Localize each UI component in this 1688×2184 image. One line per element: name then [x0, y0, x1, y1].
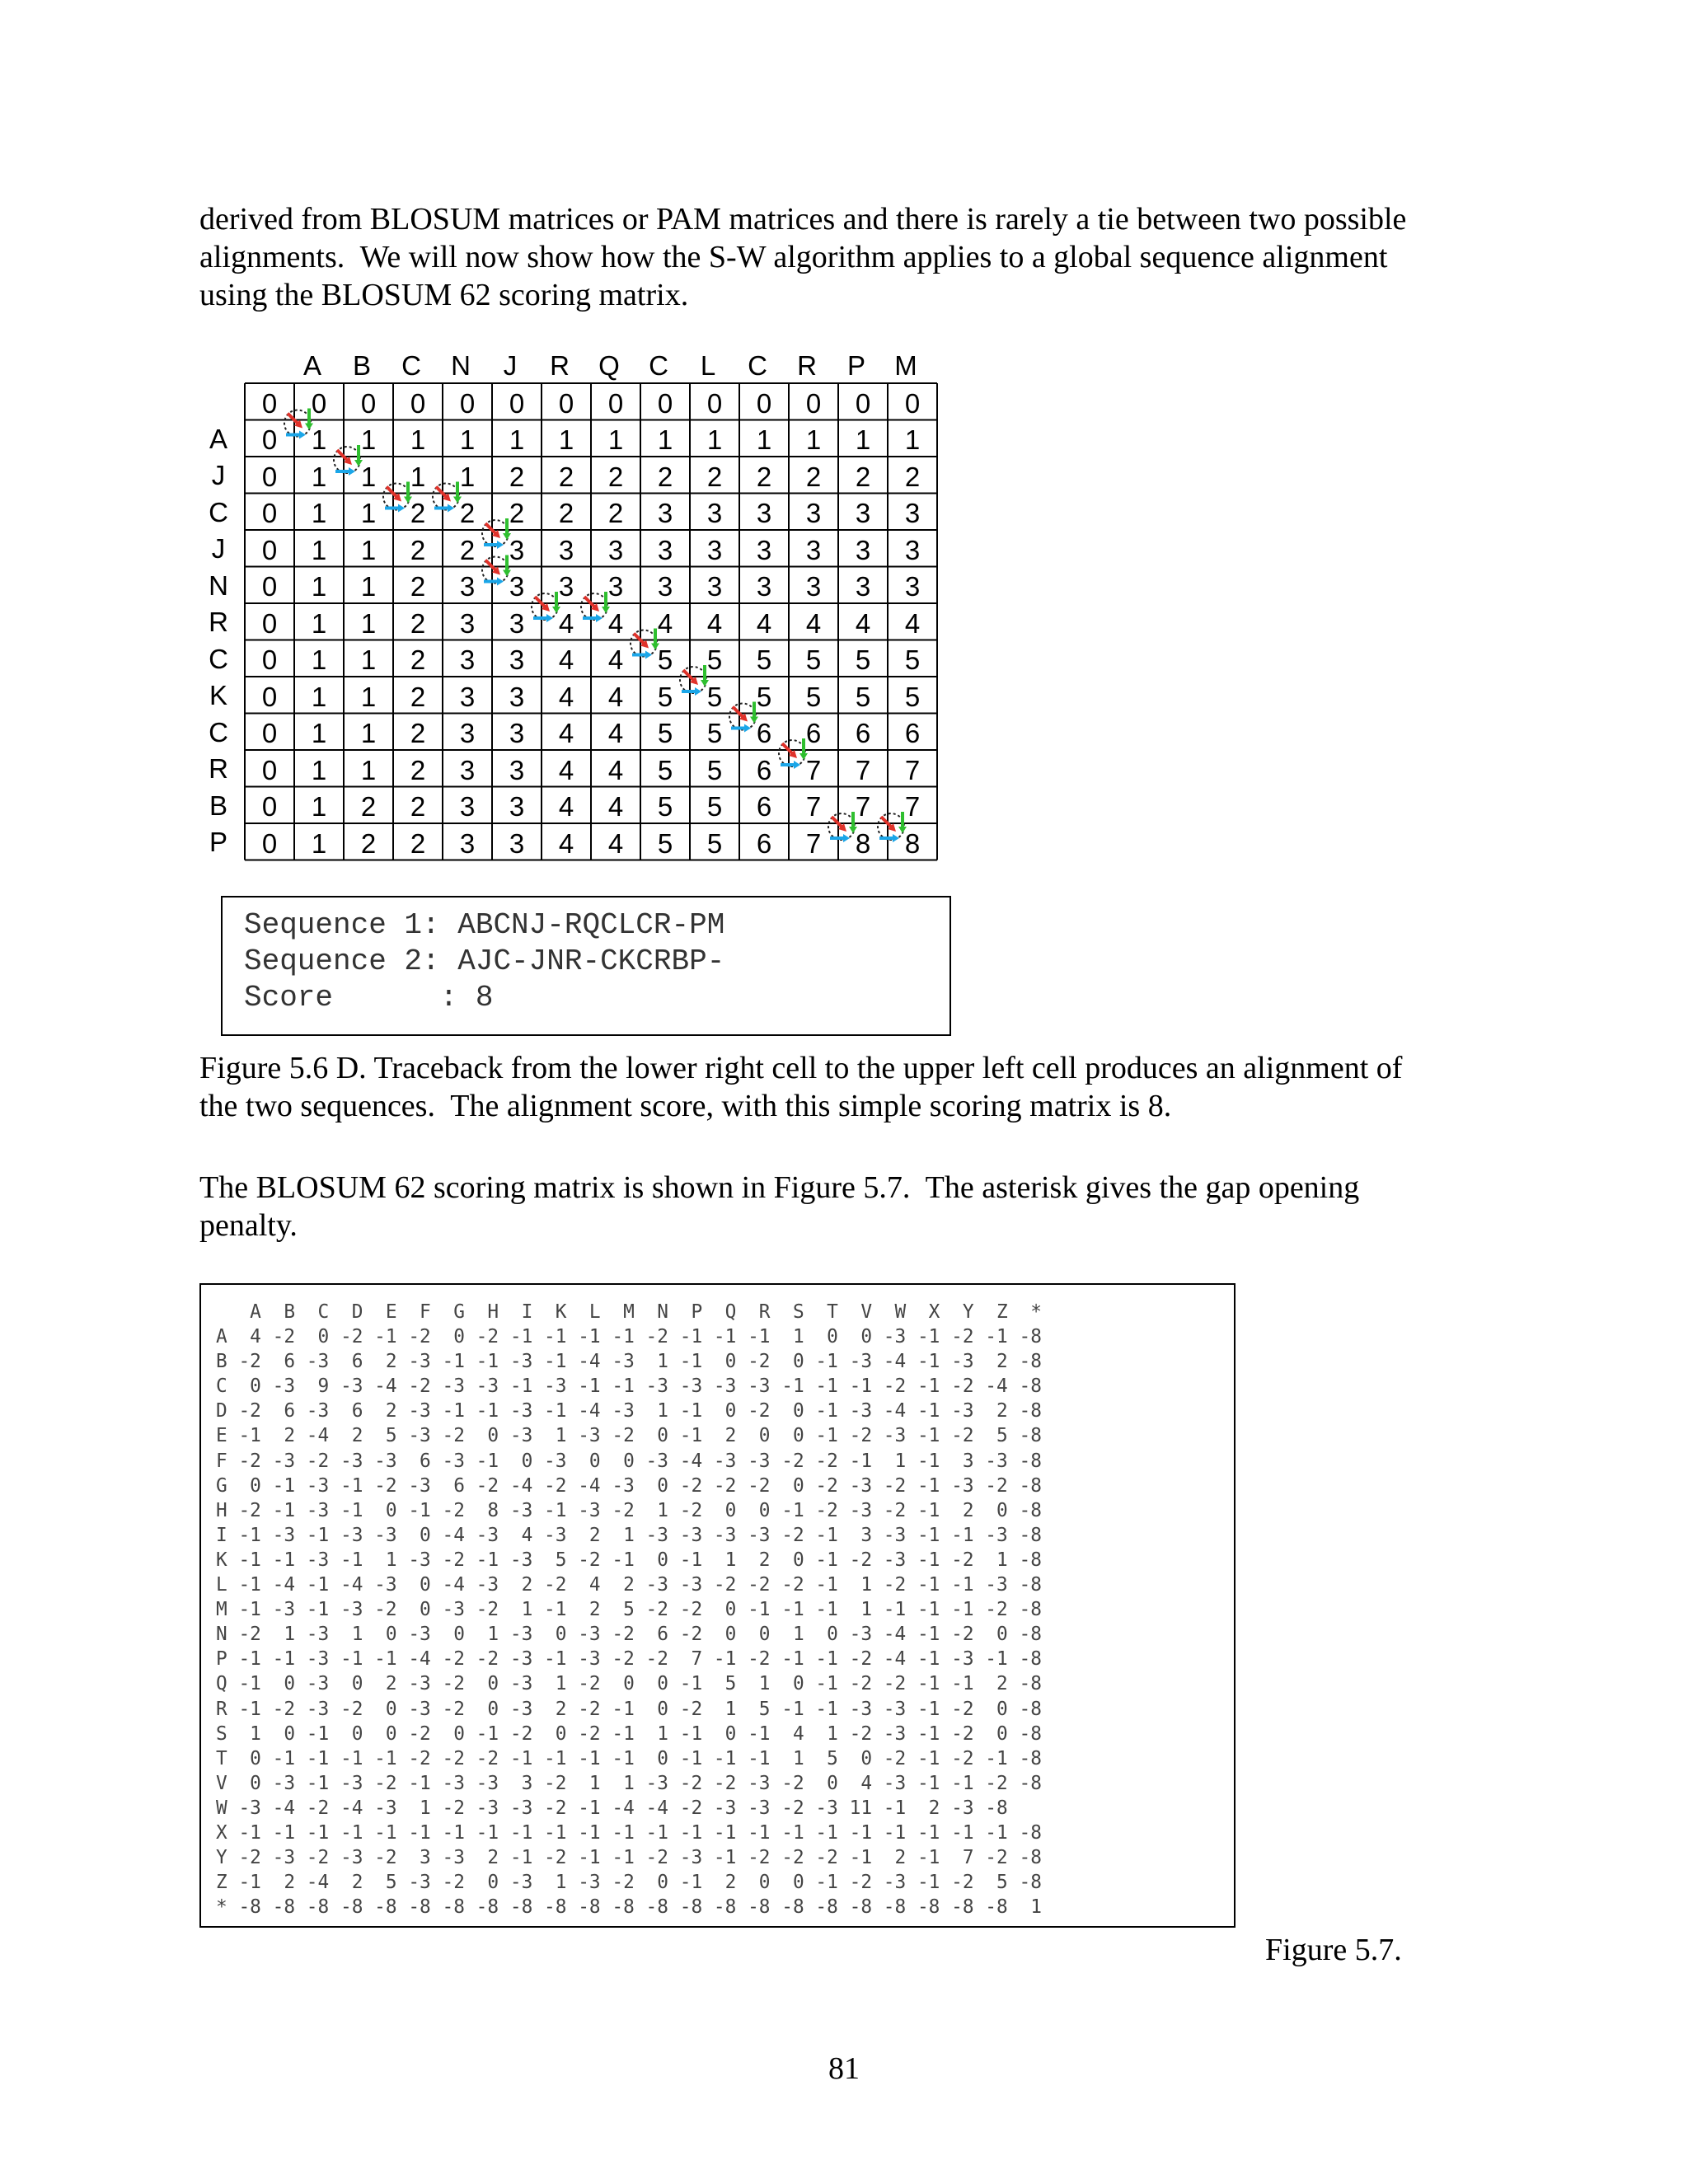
matrix-cell: 3 [459, 754, 476, 785]
matrix-cell: 5 [657, 681, 673, 712]
column-header: C [748, 350, 767, 381]
row-header: R [209, 607, 228, 638]
column-header: Q [598, 350, 620, 381]
matrix-cell: 0 [657, 387, 673, 419]
matrix-cell: 4 [607, 827, 624, 859]
matrix-cell: 4 [607, 754, 624, 785]
matrix-cell: 3 [607, 534, 624, 565]
matrix-cell: 2 [657, 461, 673, 492]
matrix-cell: 0 [261, 571, 278, 602]
matrix-cell: 3 [855, 498, 871, 529]
blosum62-row: I -1 -3 -1 -3 -3 0 -4 -3 4 -3 2 1 -3 -3 -3 -3 -2 -1 3 -3 -1 -1 -3 -8 [216, 1524, 1042, 1546]
matrix-cell: 4 [558, 607, 574, 639]
column-header: A [302, 350, 321, 381]
blosum62-row: W -3 -4 -2 -4 -3 1 -2 -3 -3 -2 -1 -4 -4 -2 -3 -3 -2 -3 11 -1 2 -3 -8 [216, 1797, 1008, 1819]
matrix-cell: 3 [509, 791, 525, 823]
column-header: J [503, 350, 518, 381]
matrix-cell: 3 [657, 498, 673, 529]
matrix-cell: 1 [311, 718, 327, 749]
matrix-cell: 2 [756, 461, 772, 492]
matrix-cell: 3 [904, 498, 921, 529]
matrix-cell: 0 [607, 387, 624, 419]
matrix-cell: 3 [756, 571, 772, 602]
matrix-cell: 4 [558, 681, 574, 712]
blosum62-row: R -1 -2 -3 -2 0 -3 -2 0 -3 2 -2 -1 0 -2 1 5 -1 -1 -3 -3 -1 -2 0 -8 [216, 1698, 1042, 1720]
matrix-cell: 3 [459, 571, 476, 602]
figure-5-7-label: Figure 5.7. [1265, 1933, 1402, 1967]
matrix-cell: 5 [805, 644, 822, 676]
blosum62-row: * -8 -8 -8 -8 -8 -8 -8 -8 -8 -8 -8 -8 -8 -8 -8 -8 -8 -8 -8 -8 -8 -8 -8 1 [216, 1896, 1042, 1919]
blosum62-matrix-text [216, 1300, 1042, 1919]
column-header: L [700, 350, 716, 381]
matrix-cell: 2 [410, 498, 426, 529]
row-header: C [209, 716, 228, 748]
matrix-cell: 2 [607, 461, 624, 492]
blosum62-row: C 0 -3 9 -3 -4 -2 -3 -3 -1 -3 -1 -1 -3 -3 -3 -3 -1 -1 -1 -2 -1 -2 -4 -8 [216, 1376, 1042, 1398]
matrix-cell: 3 [459, 644, 476, 676]
matrix-cell: 0 [706, 387, 723, 419]
matrix-cell: 5 [756, 681, 772, 712]
matrix-cell: 3 [756, 498, 772, 529]
matrix-cell: 6 [904, 718, 921, 749]
text-line: the two sequences. The alignment score, with this simple scoring matrix is 8. [199, 1089, 1172, 1123]
matrix-cell: 1 [360, 754, 377, 785]
matrix-cell: 0 [261, 791, 278, 823]
matrix-cell: 3 [558, 534, 574, 565]
matrix-cell: 4 [607, 644, 624, 676]
matrix-cell: 4 [558, 827, 574, 859]
matrix-cell: 5 [706, 754, 723, 785]
matrix-cell: 1 [410, 461, 426, 492]
blosum62-row: N -2 1 -3 1 0 -3 0 1 -3 0 -3 -2 6 -2 0 0 1 0 -3 -4 -1 -2 0 -8 [216, 1624, 1042, 1646]
blosum62-row: V 0 -3 -1 -3 -2 -1 -3 -3 3 -2 1 1 -3 -2 -2 -3 -2 0 4 -3 -1 -1 -2 -8 [216, 1772, 1042, 1794]
matrix-cell: 2 [410, 827, 426, 859]
blosum62-row: H -2 -1 -3 -1 0 -1 -2 8 -3 -1 -3 -2 1 -2 0 0 -1 -2 -3 -2 -1 2 0 -8 [216, 1499, 1042, 1521]
row-header: J [211, 533, 226, 565]
matrix-cell: 0 [261, 607, 278, 639]
matrix-cell: 1 [360, 718, 377, 749]
matrix-cell: 1 [311, 791, 327, 823]
blosum62-row: F -2 -3 -2 -3 -3 6 -3 -1 0 -3 0 0 -3 -4 -3 -3 -2 -2 -1 1 -1 3 -3 -8 [216, 1450, 1042, 1472]
alignment-result-box [221, 896, 951, 1036]
matrix-cell: 2 [410, 754, 426, 785]
blosum62-row: D -2 6 -3 6 2 -3 -1 -1 -3 -1 -4 -3 1 -1 0 -2 0 -1 -3 -4 -1 -3 2 -8 [216, 1400, 1042, 1422]
matrix-cell: 2 [410, 718, 426, 749]
matrix-cell: 4 [558, 791, 574, 823]
matrix-cell: 1 [459, 461, 476, 492]
matrix-cell: 1 [360, 424, 377, 456]
matrix-cell: 2 [459, 534, 476, 565]
matrix-cell: 2 [904, 461, 921, 492]
matrix-cell: 0 [261, 424, 278, 456]
figure-5-6-caption [199, 1049, 1502, 1125]
matrix-cell: 5 [657, 827, 673, 859]
matrix-cell: 8 [904, 827, 921, 859]
matrix-cell: 1 [459, 424, 476, 456]
matrix-cell: 5 [706, 718, 723, 749]
matrix-cell: 5 [706, 791, 723, 823]
blosum62-row: A 4 -2 0 -2 -1 -2 0 -2 -1 -1 -1 -1 -2 -1 -1 -1 1 0 0 -3 -1 -2 -1 -8 [216, 1326, 1042, 1348]
matrix-cell: 3 [855, 571, 871, 602]
matrix-cell: 2 [509, 461, 525, 492]
blosum62-header-row: A B C D E F G H I K L M N P Q R S T V W X Y Z * [216, 1301, 1042, 1323]
matrix-cell: 8 [855, 827, 871, 859]
blosum62-row: G 0 -1 -3 -1 -2 -3 6 -2 -4 -2 -4 -3 0 -2 -2 -2 0 -2 -3 -2 -1 -3 -2 -8 [216, 1474, 1042, 1497]
matrix-cell: 4 [558, 644, 574, 676]
matrix-cell: 0 [360, 387, 377, 419]
matrix-cell: 0 [261, 681, 278, 712]
matrix-cell: 1 [311, 644, 327, 676]
text-line: derived from BLOSUM matrices or PAM matrices and there is rarely a tie between two possible [199, 202, 1407, 237]
matrix-cell: 0 [855, 387, 871, 419]
blosum62-row: L -1 -4 -1 -4 -3 0 -4 -3 2 -2 4 2 -3 -3 -2 -2 -2 -1 1 -2 -1 -1 -3 -8 [216, 1574, 1042, 1596]
matrix-cell: 1 [360, 534, 377, 565]
matrix-cell: 1 [657, 424, 673, 456]
matrix-cell: 3 [607, 571, 624, 602]
matrix-cell: 1 [311, 607, 327, 639]
matrix-cell: 3 [706, 498, 723, 529]
matrix-cell: 4 [805, 607, 822, 639]
matrix-cell: 0 [261, 498, 278, 529]
matrix-cell: 2 [855, 461, 871, 492]
matrix-cell: 1 [311, 681, 327, 712]
blosum62-row: K -1 -1 -3 -1 1 -3 -2 -1 -3 5 -2 -1 0 -1 1 2 0 -1 -2 -3 -1 -2 1 -8 [216, 1549, 1042, 1571]
row-header: B [209, 790, 227, 821]
matrix-cell: 3 [805, 571, 822, 602]
matrix-cell: 0 [261, 754, 278, 785]
matrix-cell: 2 [410, 607, 426, 639]
matrix-cell: 7 [904, 791, 921, 823]
matrix-cell: 0 [311, 387, 327, 419]
blosum62-row: Z -1 2 -4 2 5 -3 -2 0 -3 1 -3 -2 0 -1 2 0 0 -1 -2 -3 -1 -2 5 -8 [216, 1872, 1042, 1894]
traceback-matrix-figure [0, 0, 1688, 865]
matrix-cell: 6 [756, 718, 772, 749]
matrix-cell: 3 [459, 827, 476, 859]
text-line: The BLOSUM 62 scoring matrix is shown in Figure 5.7. The asterisk gives the gap opening [199, 1170, 1360, 1205]
column-header: C [401, 350, 421, 381]
text-line: Figure 5.6 D. Traceback from the lower right cell to the upper left cell produces an alignment of [199, 1051, 1403, 1085]
sequence-1-line: Sequence 1: ABCNJ-RQCLCR-PM [244, 908, 725, 942]
matrix-cell: 0 [904, 387, 921, 419]
matrix-cell: 4 [756, 607, 772, 639]
matrix-cell: 0 [410, 387, 426, 419]
matrix-cell: 6 [805, 718, 822, 749]
matrix-cell: 0 [261, 534, 278, 565]
blosum62-row: P -1 -1 -3 -1 -1 -4 -2 -2 -3 -1 -3 -2 -2 7 -1 -2 -1 -1 -2 -4 -1 -3 -1 -8 [216, 1648, 1042, 1671]
matrix-cell: 1 [360, 644, 377, 676]
blosum62-row: T 0 -1 -1 -1 -1 -2 -2 -2 -1 -1 -1 -1 0 -1 -1 -1 1 5 0 -2 -1 -2 -1 -8 [216, 1747, 1042, 1769]
matrix-cell: 3 [509, 644, 525, 676]
matrix-cell: 2 [410, 534, 426, 565]
matrix-cell: 3 [904, 571, 921, 602]
blosum62-row: S 1 0 -1 0 0 -2 0 -1 -2 0 -2 -1 1 -1 0 -1 4 1 -2 -3 -1 -2 0 -8 [216, 1722, 1042, 1745]
text-line: alignments. We will now show how the S-W algorithm applies to a global sequence alignment [199, 240, 1388, 274]
matrix-cell: 5 [855, 644, 871, 676]
matrix-cell: 3 [509, 607, 525, 639]
score-line: Score : 8 [244, 981, 494, 1015]
matrix-cell: 5 [756, 644, 772, 676]
matrix-cell: 4 [657, 607, 673, 639]
matrix-cell: 2 [360, 791, 377, 823]
matrix-cell: 1 [311, 534, 327, 565]
matrix-cell: 0 [261, 461, 278, 492]
matrix-cell: 1 [706, 424, 723, 456]
matrix-cell: 3 [805, 498, 822, 529]
matrix-cell: 4 [607, 791, 624, 823]
column-header: N [451, 350, 471, 381]
blosum62-row: Q -1 0 -3 0 2 -3 -2 0 -3 1 -2 0 0 -1 5 1 0 -1 -2 -2 -1 -1 2 -8 [216, 1673, 1042, 1695]
matrix-cell: 3 [459, 681, 476, 712]
matrix-cell: 1 [311, 498, 327, 529]
matrix-cell: 2 [706, 461, 723, 492]
blosum62-matrix-box [199, 1283, 1236, 1928]
matrix-cell: 5 [904, 644, 921, 676]
column-header: B [352, 350, 371, 381]
matrix-cell: 7 [855, 754, 871, 785]
matrix-cell: 4 [607, 607, 624, 639]
matrix-cell: 7 [855, 791, 871, 823]
matrix-cell: 2 [805, 461, 822, 492]
blosum62-row: E -1 2 -4 2 5 -3 -2 0 -3 1 -3 -2 0 -1 2 0 0 -1 -2 -3 -1 -2 5 -8 [216, 1425, 1042, 1447]
matrix-cell: 3 [459, 791, 476, 823]
matrix-cell: 5 [805, 681, 822, 712]
matrix-cell: 0 [261, 644, 278, 676]
matrix-cell: 1 [311, 827, 327, 859]
matrix-cell: 7 [904, 754, 921, 785]
matrix-cell: 1 [805, 424, 822, 456]
matrix-cell: 3 [509, 718, 525, 749]
row-header: J [211, 460, 226, 491]
matrix-cell: 4 [607, 718, 624, 749]
matrix-cell: 6 [855, 718, 871, 749]
matrix-cell: 1 [756, 424, 772, 456]
matrix-cell: 2 [459, 498, 476, 529]
matrix-cell: 1 [410, 424, 426, 456]
matrix-cell: 5 [855, 681, 871, 712]
matrix-cell: 3 [459, 718, 476, 749]
matrix-cell: 5 [706, 644, 723, 676]
blosum62-row: X -1 -1 -1 -1 -1 -1 -1 -1 -1 -1 -1 -1 -1 -1 -1 -1 -1 -1 -1 -1 -1 -1 -1 -8 [216, 1821, 1042, 1844]
matrix-cell: 2 [360, 827, 377, 859]
matrix-cell: 0 [261, 827, 278, 859]
matrix-cell: 2 [509, 498, 525, 529]
matrix-cell: 0 [509, 387, 525, 419]
matrix-cell: 1 [311, 571, 327, 602]
column-header: R [550, 350, 570, 381]
matrix-cell: 1 [855, 424, 871, 456]
matrix-cell: 5 [657, 644, 673, 676]
matrix-cell: 4 [706, 607, 723, 639]
blosum62-row: Y -2 -3 -2 -3 -2 3 -3 2 -1 -2 -1 -1 -2 -3 -1 -2 -2 -2 -1 2 -1 7 -2 -8 [216, 1847, 1042, 1869]
matrix-cell: 4 [558, 754, 574, 785]
text-line: penalty. [199, 1208, 298, 1243]
matrix-cell: 4 [558, 718, 574, 749]
matrix-cell: 1 [360, 498, 377, 529]
matrix-cell: 3 [904, 534, 921, 565]
row-header: P [209, 827, 227, 858]
column-header: M [894, 350, 917, 381]
blosum62-row: M -1 -3 -1 -3 -2 0 -3 -2 1 -1 2 5 -2 -2 0 -1 -1 -1 1 -1 -1 -1 -2 -8 [216, 1599, 1042, 1621]
matrix-cell: 0 [261, 718, 278, 749]
matrix-cell: 4 [904, 607, 921, 639]
matrix-cell: 1 [360, 461, 377, 492]
matrix-cell: 1 [360, 571, 377, 602]
matrix-cell: 6 [756, 754, 772, 785]
row-header: A [209, 423, 227, 454]
blosum62-row: B -2 6 -3 6 2 -3 -1 -1 -3 -1 -4 -3 1 -1 0 -2 0 -1 -3 -4 -1 -3 2 -8 [216, 1351, 1042, 1373]
matrix-cell: 2 [410, 681, 426, 712]
text-line: using the BLOSUM 62 scoring matrix. [199, 278, 689, 312]
matrix-cell: 1 [558, 424, 574, 456]
matrix-cell: 7 [805, 827, 822, 859]
column-header: R [797, 350, 817, 381]
matrix-cell: 1 [311, 461, 327, 492]
matrix-cell: 2 [410, 644, 426, 676]
matrix-cell: 1 [360, 607, 377, 639]
matrix-cell: 3 [509, 681, 525, 712]
matrix-cell: 0 [805, 387, 822, 419]
matrix-cell: 1 [509, 424, 525, 456]
matrix-cell: 2 [558, 498, 574, 529]
matrix-cell: 1 [311, 754, 327, 785]
matrix-cell: 2 [410, 791, 426, 823]
matrix-cell: 1 [607, 424, 624, 456]
matrix-cell: 3 [657, 534, 673, 565]
matrix-cell: 3 [706, 571, 723, 602]
matrix-cell: 5 [657, 754, 673, 785]
matrix-cell: 3 [805, 534, 822, 565]
matrix-cell: 3 [706, 534, 723, 565]
matrix-cell: 5 [706, 681, 723, 712]
matrix-cell: 4 [855, 607, 871, 639]
matrix-cell: 2 [607, 498, 624, 529]
matrix-cell: 0 [261, 387, 278, 419]
matrix-cell: 5 [657, 718, 673, 749]
row-header: C [209, 643, 228, 674]
column-header: P [846, 350, 865, 381]
matrix-cell: 3 [509, 534, 525, 565]
sequence-2-line: Sequence 2: AJC-JNR-CKCRBP- [244, 944, 725, 978]
matrix-cell: 1 [904, 424, 921, 456]
matrix-cell: 3 [657, 571, 673, 602]
column-header: C [649, 350, 668, 381]
matrix-cell: 0 [459, 387, 476, 419]
matrix-cell: 2 [410, 571, 426, 602]
matrix-cell: 1 [311, 424, 327, 456]
matrix-cell: 7 [805, 791, 822, 823]
row-header: R [209, 753, 228, 785]
matrix-cell: 5 [706, 827, 723, 859]
matrix-cell: 3 [855, 534, 871, 565]
matrix-cell: 1 [360, 681, 377, 712]
matrix-cell: 3 [459, 607, 476, 639]
blosum-intro-paragraph [199, 1169, 1502, 1244]
matrix-cell: 5 [904, 681, 921, 712]
matrix-cell: 6 [756, 827, 772, 859]
row-header: K [209, 680, 227, 711]
matrix-cell: 2 [558, 461, 574, 492]
matrix-cell: 6 [756, 791, 772, 823]
matrix-cell: 3 [509, 571, 525, 602]
matrix-cell: 3 [756, 534, 772, 565]
page-number: 81 [828, 2051, 860, 2086]
matrix-cell: 0 [756, 387, 772, 419]
matrix-cell: 3 [509, 827, 525, 859]
row-header: C [209, 496, 228, 527]
matrix-cell: 7 [805, 754, 822, 785]
matrix-cell: 3 [558, 571, 574, 602]
matrix-cell: 0 [558, 387, 574, 419]
matrix-cell: 5 [657, 791, 673, 823]
matrix-cell: 4 [607, 681, 624, 712]
row-header: N [209, 569, 228, 601]
matrix-cell: 3 [509, 754, 525, 785]
